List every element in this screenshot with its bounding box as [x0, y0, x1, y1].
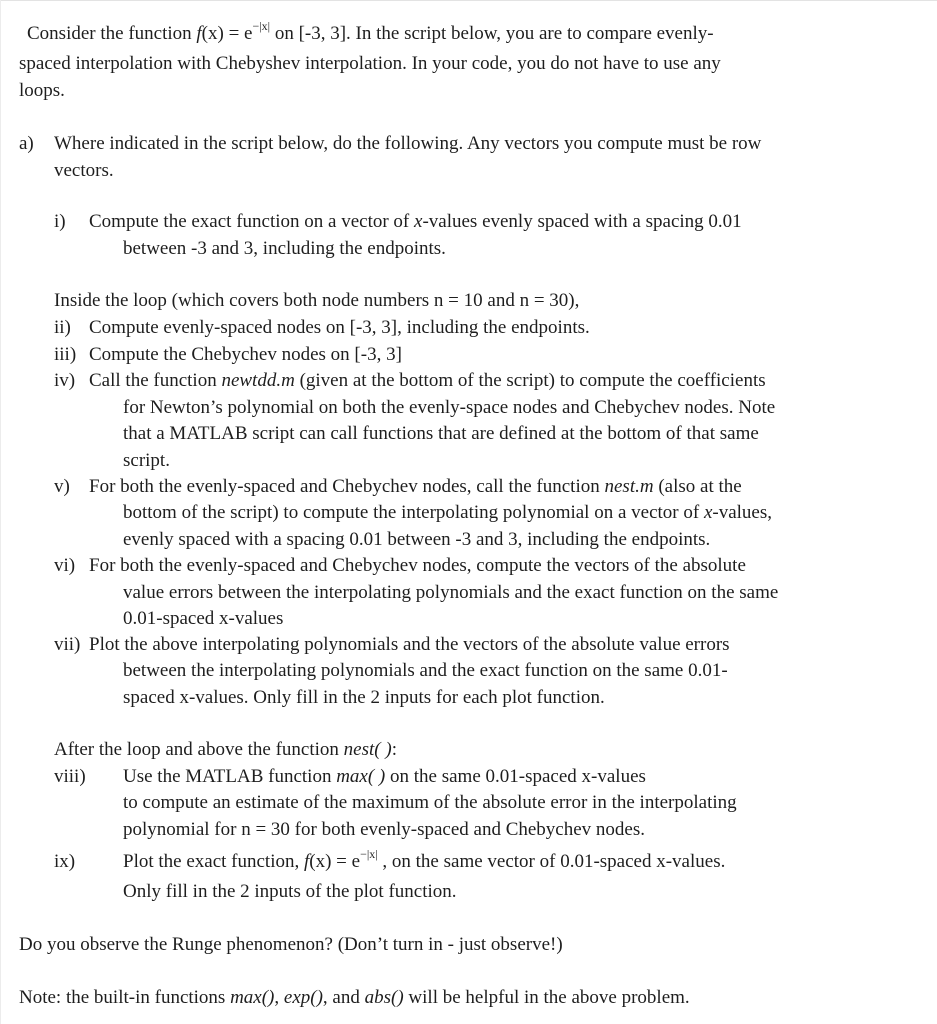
item-ii-label: ii): [54, 317, 71, 338]
item-v-line-2: [123, 502, 772, 524]
part-a-line-2: vectors.: [54, 160, 114, 181]
item-v-label: v): [54, 476, 70, 497]
item-i-label: i): [54, 211, 66, 232]
item-iv-line-4: script.: [123, 450, 170, 471]
function-expression: (x) = e: [201, 23, 253, 44]
item-viii-line-2: to compute an estimate of the maximum of the absolute error in the interpolating: [123, 792, 737, 813]
item-viii-text: Use the MATLAB function: [123, 766, 337, 787]
item-vi-line-2: value errors between the interpolating polynomials and the exact function on the same: [123, 582, 779, 603]
max-function-name: max( ): [336, 766, 386, 787]
frame-left-border: [0, 0, 6, 1024]
item-ii-text: Compute evenly-spaced nodes on [-3, 3], including the endpoints.: [89, 317, 590, 338]
item-iv-text-cont: (given at the bottom of the script) to compute the coefficients: [294, 370, 766, 391]
item-i-text: Compute the exact function on a vector of: [89, 211, 415, 232]
function-exponent: −|x|: [360, 847, 378, 861]
loop-intro: Inside the loop (which covers both node numbers n = 10 and n = 30),: [54, 290, 580, 311]
item-i-line-2: between -3 and 3, including the endpoints.: [123, 238, 446, 259]
item-iv-line-2: for Newton’s polynomial on both the evenly-space nodes and Chebychev nodes. Note: [123, 397, 776, 418]
after-loop-text: After the loop and above the function: [54, 739, 344, 760]
part-a-label: a): [19, 133, 34, 154]
abs-function-name: abs(): [364, 987, 404, 1008]
frame-top-border: [0, 0, 937, 11]
function-symbol: f: [196, 23, 202, 44]
item-iv-line-3: that a MATLAB script can call functions that are defined at the bottom of that same: [123, 423, 759, 444]
intro-line-2: spaced interpolation with Chebyshev interpolation. In your code, you do not have to use any: [19, 53, 721, 74]
intro-line-3: loops.: [19, 80, 65, 101]
item-v-text: For both the evenly-spaced and Chebychev nodes, call the function: [89, 476, 605, 497]
after-loop-colon: :: [391, 739, 397, 760]
item-iii-text: Compute the Chebychev nodes on [-3, 3]: [89, 344, 402, 365]
item-iv-label: iv): [54, 370, 76, 391]
note-separator: , and: [322, 987, 365, 1008]
max-function-name: max(): [230, 987, 275, 1008]
item-iii-label: iii): [54, 344, 77, 365]
item-vii-label: vii): [54, 634, 81, 655]
item-viii-line-3: polynomial for n = 30 for both evenly-spaced and Chebychev nodes.: [123, 819, 645, 840]
item-viii-line-1: [123, 766, 646, 788]
note-text: Note: the built-in functions: [19, 987, 231, 1008]
item-viii-label: viii): [54, 766, 86, 787]
item-v-text-cont: (also at the: [653, 476, 742, 497]
item-v-text-2-cont: -values,: [712, 502, 773, 523]
x-variable: x: [703, 502, 713, 523]
part-a-line-1: Where indicated in the script below, do the following. Any vectors you compute must be row: [54, 133, 762, 154]
item-ix-label: ix): [54, 851, 76, 872]
item-viii-text-cont: on the same 0.01-spaced x-values: [385, 766, 646, 787]
item-i-line-1: [89, 211, 742, 233]
item-vi-line-3: 0.01-spaced x-values: [123, 608, 284, 629]
note-separator: ,: [274, 987, 284, 1008]
item-vi-line-1: For both the evenly-spaced and Chebychev nodes, compute the vectors of the absolute: [89, 555, 746, 576]
intro-text-cont: on [-3, 3]. In the script below, you are to compare evenly-: [270, 23, 714, 44]
item-ix-line-2: Only fill in the 2 inputs of the plot function.: [123, 881, 457, 902]
item-i-text-cont: -values evenly spaced with a spacing 0.01: [422, 211, 742, 232]
intro-text: Consider the function: [27, 23, 197, 44]
function-expression: (x) = e: [309, 851, 361, 872]
intro-line-1: [27, 19, 714, 46]
item-ix-text-cont: , on the same vector of 0.01-spaced x-values.: [377, 851, 726, 872]
after-loop-heading: [54, 739, 397, 761]
nest-function-name: nest( ): [343, 739, 392, 760]
function-symbol: f: [303, 851, 310, 872]
item-v-text-2: bottom of the script) to compute the interpolating polynomial on a vector of: [123, 502, 704, 523]
exp-function-name: exp(): [283, 987, 323, 1008]
item-vii-line-2: between the interpolating polynomials and the exact function on the same 0.01-: [123, 660, 728, 681]
item-vii-line-3: spaced x-values. Only fill in the 2 inputs for each plot function.: [123, 687, 605, 708]
item-v-line-1: [89, 476, 742, 498]
item-iv-text: Call the function: [89, 370, 222, 391]
note-text-cont: will be helpful in the above problem.: [403, 987, 690, 1008]
x-variable: x: [414, 211, 423, 232]
item-ix-line-1: [123, 847, 726, 874]
item-ix-text: Plot the exact function,: [123, 851, 304, 872]
item-vii-line-1: Plot the above interpolating polynomials and the vectors of the absolute value errors: [89, 634, 730, 655]
item-iv-line-1: [89, 370, 766, 392]
runge-question: Do you observe the Runge phenomenon? (Don’t turn in - just observe!): [19, 934, 563, 955]
item-v-line-3: evenly spaced with a spacing 0.01 between -3 and 3, including the endpoints.: [123, 529, 711, 550]
function-exponent: −|x|: [252, 19, 271, 33]
newtdd-function-name: newtdd.m: [221, 370, 295, 391]
nest-function-name: nest.m: [604, 476, 654, 497]
item-vi-label: vi): [54, 555, 76, 576]
note-line: [19, 987, 690, 1009]
